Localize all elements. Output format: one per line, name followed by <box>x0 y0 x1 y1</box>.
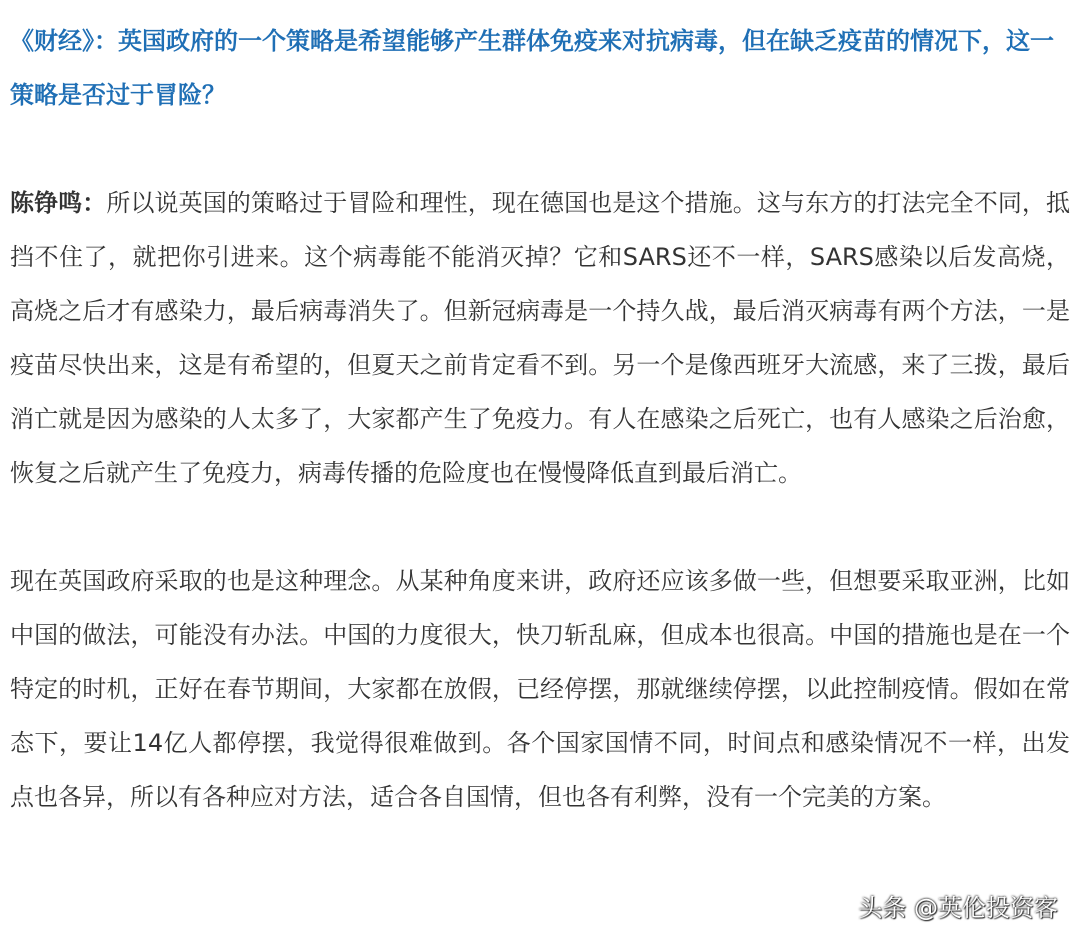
article-body <box>10 14 1070 824</box>
body-paragraph: 现在英国政府采取的也是这种理念。从某种角度来讲，政府还应该多做一些，但想要采取亚洲，比如中国的做法，可能没有办法。中国的力度很大，快刀斩乱麻，但成本也很高。中国的措施也是在一个特定的时机，正好在春节期间，大家都在放假，已经停摆，那就继续停摆，以此控制疫情。假如在常态下，要让14亿人都停摆，我觉得很难做到。各个国家国情不同，时间点和感染情况不一样，出发点也各异，所以有各种应对方法，适合各自国情，但也各有利弊，没有一个完美的方案。 <box>10 567 1070 811</box>
answer-text: 所以说英国的策略过于冒险和理性，现在德国也是这个措施。这与东方的打法完全不同，抵挡不住了，就把你引进来。这个病毒能不能消灭掉？它和SARS还不一样，SARS感染以后发高烧，高烧之后才有感染力，最后病毒消失了。但新冠病毒是一个持久战，最后消灭病毒有两个方法，一是疫苗尽快出来，这是有希望的，但夏天之前肯定看不到。另一个是像西班牙大流感，来了三拨，最后消亡就是因为感染的人太多了，大家都产生了免疫力。有人在感染之后死亡，也有人感染之后治愈，恢复之后就产生了免疫力，病毒传播的危险度也在慢慢降低直到最后消亡。 <box>10 189 1070 487</box>
watermark: 头条 @英伦投资客 <box>858 894 1058 922</box>
paragraph-spacer <box>10 122 1070 176</box>
paragraph-spacer <box>10 500 1070 554</box>
interview-question: 《财经》：英国政府的一个策略是希望能够产生群体免疫来对抗病毒，但在缺乏疫苗的情况下，这一策略是否过于冒险？ <box>10 27 1054 109</box>
speaker-name: 陈铮鸣： <box>10 189 107 217</box>
answer-paragraph <box>10 176 1070 500</box>
